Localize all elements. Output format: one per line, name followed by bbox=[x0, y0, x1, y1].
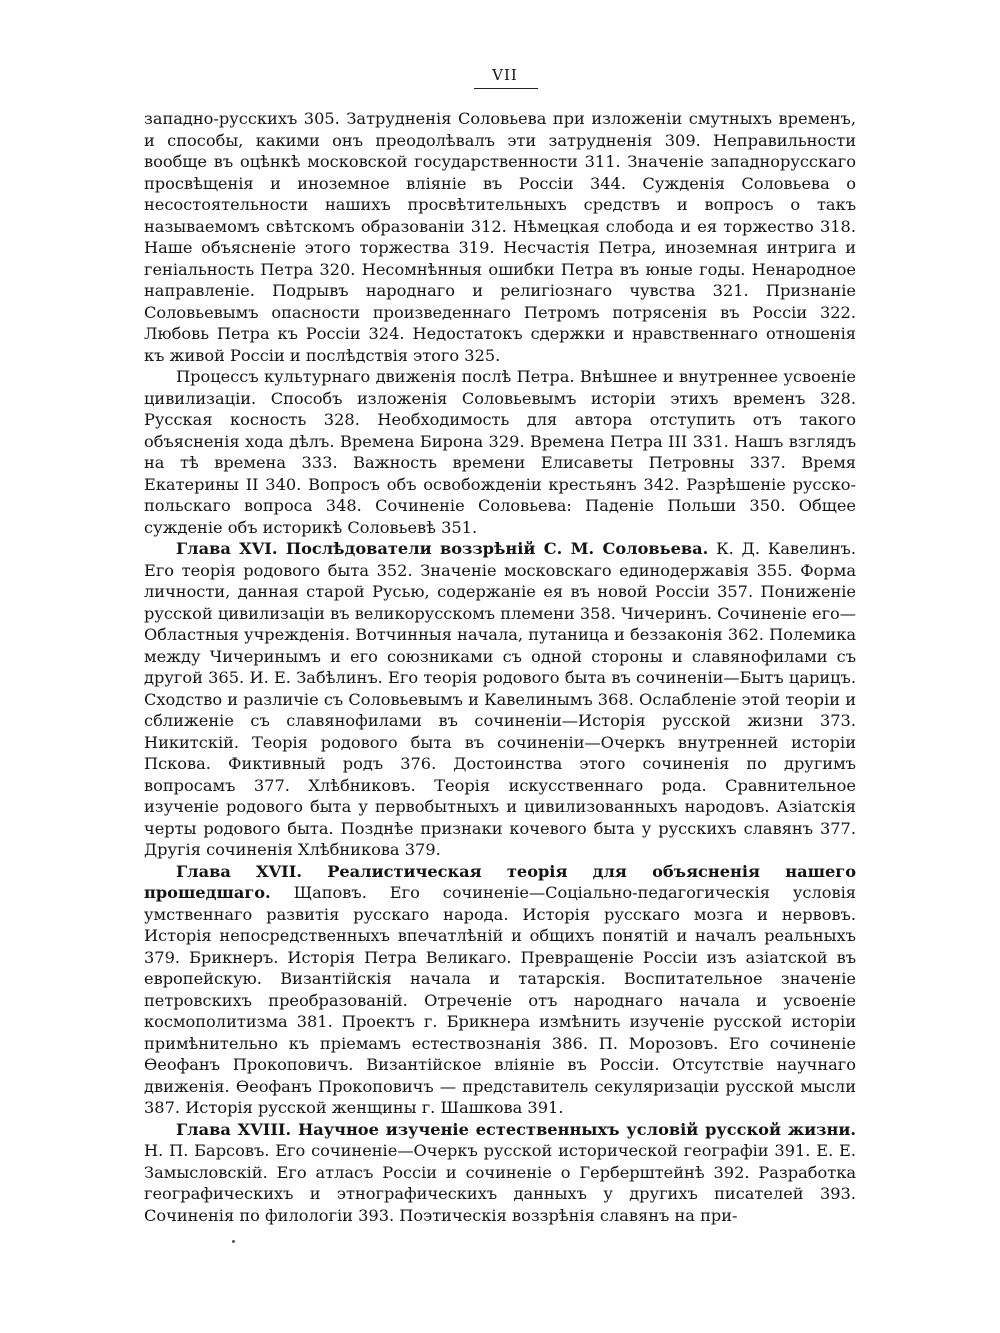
paragraph-continuation: западно-русскихъ 305. Затрудненія Соловьева при изложеніи смутныхъ временъ, и способы, какими онъ преодолѣвалъ эти затрудненія 309. Неправильности вообще въ оцѣнкѣ московской государственности 311. Значеніе западнорусскаго просвѣщенія и иноземное вліяніе въ Россіи 344. Сужденія Соловьева о несостоятельности нашихъ просвѣтительныхъ средствъ и вопросъ о такъ называемомъ свѣтскомъ образованіи 312. Нѣмецкая слобода и ея торжество 318. Наше объясненіе этого торжества 319. Несчастія Петра, иноземная интрига и геніальность Петра 320. Несомнѣнныя ошибки Петра въ юные годы. Ненародное направленіе. Подрывъ народнаго и религіознаго чувства 321. Признаніе Соловьевымъ опасности произведеннаго Петромъ потрясенія въ Россіи 322. Любовь Петра къ Россіи 324. Недостатокъ сдержки и нравственнаго отношенія къ живой Россіи и послѣдствія этого 325. bbox=[144, 109, 856, 365]
table-of-contents-text bbox=[144, 108, 856, 1226]
chapter-17-body: Щаповъ. Его сочиненіе—Соціально-педагогическія условія умственнаго развитія русскаго народа. Исторія русскаго мозга и нервовъ. Исторія непосредственныхъ впечатлѣній и общихъ понятій и началъ реальныхъ 379. Брикнеръ. Исторія Петра Великаго. Превращеніе Россіи изъ азіатской въ европейскую. Византійскія начала и татарскія. Воспитательное значеніе петровскихъ преобразованій. Отреченіе отъ народнаго начала и усвоеніе космополитизма 381. Проектъ г. Брикнера измѣнить изученіе русской исторіи примѣнительно къ пріемамъ естествознанія 386. П. Морозовъ. Его сочиненіе Ѳеофанъ Прокоповичъ. Византійское вліяніе въ Россіи. Отсутствіе научнаго движенія. Ѳеофанъ Прокоповичъ — представитель секуляризаціи русской мысли 387. Исторія русской женщины г. Шашкова 391. bbox=[144, 883, 856, 1117]
paragraph-chapter-17 bbox=[144, 861, 856, 1119]
chapter-17-heading: Глава XVII. Реалистическая теорія для объясненія нашего прошедшаго. bbox=[144, 861, 856, 902]
chapter-16-body: К. Д. Кавелинъ. Его теорія родового быта 352. Значеніе московскаго единодержавія 355. Форма личности, данная старой Русью, содержаніе ея въ новой Россіи 357. Пониженіе русской цивилизаціи въ великорусскомъ племени 358. Чичеринъ. Сочиненіе его—Областныя учрежденія. Вотчинныя начала, путаница и беззаконія 362. Полемика между Чичеринымъ и его союзниками съ одной стороны и славянофилами съ другой 365. И. Е. Забѣлинъ. Его теорія родового быта въ сочиненіи—Бытъ царицъ. Сходство и различіе съ Соловьевымъ и Кавелинымъ 368. Ослабленіе этой теоріи и сближеніе съ славянофилами въ сочиненіи—Исторія русской жизни 373. Никитскій. Теорія родового быта въ сочиненіи—Очеркъ внутренней исторіи Пскова. Фиктивный родъ 376. Достоинства этого сочиненія по другимъ вопросамъ 377. Хлѣбниковъ. Теорія искусственнаго рода. Сравнительное изученіе родового быта у первобытныхъ и цивилизованныхъ народовъ. Азіатскія черты родового быта. Позднѣе признаки кочевого быта у русскихъ славянъ 377. Другія сочиненія Хлѣбникова 379. bbox=[144, 539, 856, 859]
paragraph-chapter-18 bbox=[144, 1119, 856, 1227]
paragraph-chapter-16 bbox=[144, 538, 856, 861]
print-speck bbox=[232, 1240, 235, 1243]
chapter-18-heading: Глава XVIII. Научное изученіе естественныхъ условій русской жизни. bbox=[176, 1119, 856, 1139]
chapter-18-body: Н. П. Барсовъ. Его сочиненіе—Очеркъ русской исторической географіи 391. Е. Е. Замысловскій. Его атласъ Россіи и сочиненіе о Герберштейнѣ 392. Разработка географическихъ и этнографическихъ данныхъ у другихъ писателей 393. Сочиненія по филологіи 393. Поэтическія воззрѣнія славянъ на при- bbox=[144, 1141, 856, 1225]
paragraph-cultural-movement: Процессъ культурнаго движенія послѣ Петра. Внѣшнее и внутреннее усвоеніе цивилизаціи. Способъ изложенія Соловьевымъ исторіи этихъ временъ 328. Русская косность 328. Необходимость для автора отступить отъ такого объясненія хода дѣлъ. Времена Бирона 329. Времена Петра III 331. Нашъ взглядъ на тѣ времена 333. Важность времени Елисаветы Петровны 337. Время Екатерины II 340. Вопросъ объ освобожденіи крестьянъ 342. Разрѣшеніе русско-польскаго вопроса 348. Сочиненіе Соловьева: Паденіе Польши 350. Общее сужденіе объ историкѣ Соловьевѣ 351. bbox=[144, 367, 856, 537]
page-number: VII bbox=[470, 66, 540, 84]
chapter-16-heading: Глава XVI. Послѣдователи воззрѣній С. М. Соловьева. bbox=[176, 539, 709, 558]
